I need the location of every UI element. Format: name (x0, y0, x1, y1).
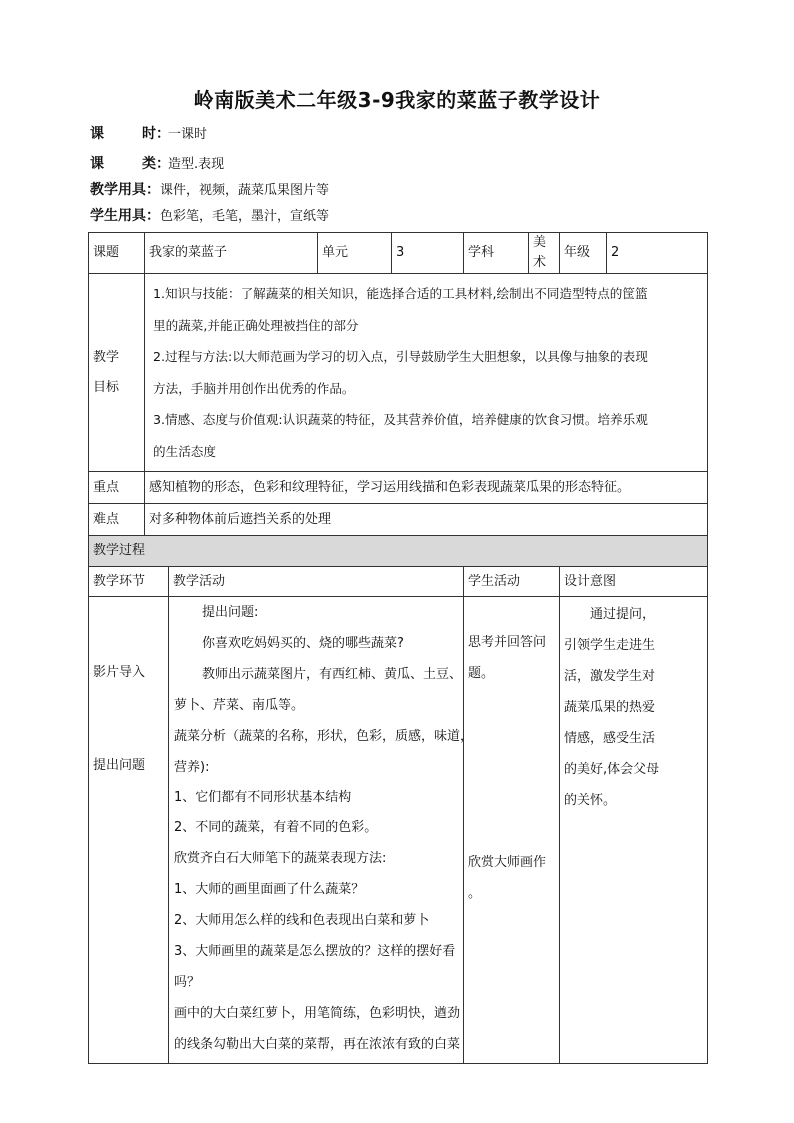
subject-value: 美术 (529, 233, 560, 274)
goal-line: 方法，手脑并用创作出优秀的作品。 (153, 380, 355, 396)
difficulty-row (89, 504, 708, 536)
student-line: 欣赏大师画作 (468, 855, 547, 870)
intent-line: 情感，感受生活 (564, 731, 656, 746)
goal-line: 的生活态度 (153, 443, 216, 459)
col-student: 学生活动 (464, 567, 560, 597)
teacher-line: 1、它们都有不同形状基本结构 (174, 790, 352, 805)
meta-teaching-tools-value: 课件，视频，蔬菜瓜果图片等 (160, 183, 330, 198)
key-point-value: 感知植物的形态，色彩和纹理特征，学习运用线描和色彩表现蔬菜瓜果的形态特征。 (145, 472, 708, 504)
student-line: 题。 (468, 666, 495, 681)
teacher-line: 画中的大白菜红萝卜，用笔简练，色彩明快，遒劲 (174, 1006, 461, 1021)
teacher-line: 欣赏齐白石大师笔下的蔬菜表现方法: (174, 851, 387, 866)
teacher-line: 你喜欢吃妈妈买的、烧的哪些蔬菜? (202, 636, 404, 651)
meta-period-value: 一课时 (168, 127, 208, 142)
key-point-row (89, 472, 708, 504)
meta-student-tools-key: 学生用具： (90, 208, 160, 224)
meta-type-key2: 类： (142, 156, 170, 172)
intent-line: 的关怀。 (564, 793, 617, 808)
topic-value: 我家的菜蓝子 (145, 233, 318, 274)
stage-ask-question: 提出问题 (93, 758, 146, 773)
lesson-table (88, 232, 708, 1064)
difficulty-label: 难点 (89, 504, 145, 536)
meta-period-key2: 时： (142, 126, 170, 142)
intent-line: 的美好,体会父母 (564, 762, 660, 777)
teacher-line: 吗？ (174, 975, 201, 990)
student-line: 。 (468, 886, 482, 901)
intent-line: 蔬菜瓜果的热爱 (564, 700, 656, 715)
subject-label: 学科 (464, 233, 529, 274)
meta-period (90, 124, 207, 145)
intent-line: 通过提问， (590, 607, 656, 622)
teacher-line: 教师出示蔬菜图片，有西红柿、黄瓜、土豆、 (202, 667, 463, 682)
goal-line: 3.情感、态度与价值观:认识蔬菜的特征，及其营养价值，培养健康的饮食习惯。培养乐观 (153, 412, 648, 427)
unit-label: 单元 (318, 233, 392, 274)
topic-label: 课题 (89, 233, 145, 274)
teacher-line: 的线条勾勒出大白菜的菜帮，再在浓浓有致的白菜 (174, 1037, 461, 1052)
design-intent-cell (560, 597, 708, 1064)
student-activity-cell (464, 597, 560, 1064)
goal-line: 1.知识与技能：了解蔬菜的相关知识，能选择合适的工具材料,绘制出不同造型特点的筐篮 (153, 286, 648, 301)
meta-student-tools (90, 206, 329, 227)
meta-period-key: 课 (90, 126, 104, 142)
teacher-line: 蔬菜分析（蔬菜的名称，形状，色彩，质感，味道， (174, 729, 474, 744)
goal-line: 里的蔬菜,并能正确处理被挡住的部分 (153, 317, 359, 333)
teacher-activity-cell (169, 597, 474, 1064)
meta-type (90, 154, 224, 175)
goal-line: 2.过程与方法:以大师范画为学习的切入点，引导鼓励学生大胆想象，以具像与抽象的表现 (153, 349, 648, 364)
meta-teaching-tools-key: 教学用具： (90, 182, 160, 198)
meta-type-value: 造型.表现 (168, 157, 225, 172)
teacher-line: 2、不同的蔬菜，有着不同的色彩。 (174, 820, 378, 835)
meta-teaching-tools (90, 180, 329, 201)
process-body-row (89, 597, 708, 1064)
teacher-line: 萝卜、芹菜、南瓜等。 (174, 698, 305, 713)
intent-line: 活，激发学生对 (564, 669, 656, 684)
col-intent: 设计意图 (560, 567, 708, 597)
col-stage: 教学环节 (89, 567, 169, 597)
meta-type-key: 课 (90, 156, 104, 172)
intent-line: 引领学生走进生 (564, 638, 656, 653)
info-row (89, 233, 708, 274)
teacher-line: 1、大师的画里面画了什么蔬菜？ (174, 882, 365, 897)
difficulty-value: 对多种物体前后遮挡关系的处理 (145, 504, 708, 536)
process-header-row (89, 536, 708, 567)
grade-label: 年级 (560, 233, 607, 274)
process-header: 教学过程 (89, 536, 708, 567)
teacher-line: 提出问题: (202, 605, 259, 620)
teacher-line: 3、大师画里的蔬菜是怎么摆放的？这样的摆好看 (174, 944, 456, 959)
teacher-line: 营养): (174, 760, 210, 775)
meta-student-tools-value: 色彩笔，毛笔，墨汁，宣纸等 (160, 209, 330, 224)
student-line: 思考并回答问 (468, 635, 547, 650)
key-point-label: 重点 (89, 472, 145, 504)
teacher-line: 2、大师用怎么样的线和色表现出白菜和萝卜 (174, 913, 430, 928)
grade-value: 2 (607, 233, 708, 274)
goals-content (145, 274, 708, 472)
goals-label: 教学 目标 (89, 274, 145, 472)
col-teacher: 教学活动 (169, 567, 464, 597)
goals-row (89, 274, 708, 472)
stage-cell (89, 597, 169, 1064)
process-columns-row (89, 567, 708, 597)
document-title: 岭南版美术二年级3-9我家的菜蓝子教学设计 (193, 88, 601, 112)
unit-value: 3 (392, 233, 464, 274)
stage-film-intro: 影片导入 (93, 665, 146, 680)
